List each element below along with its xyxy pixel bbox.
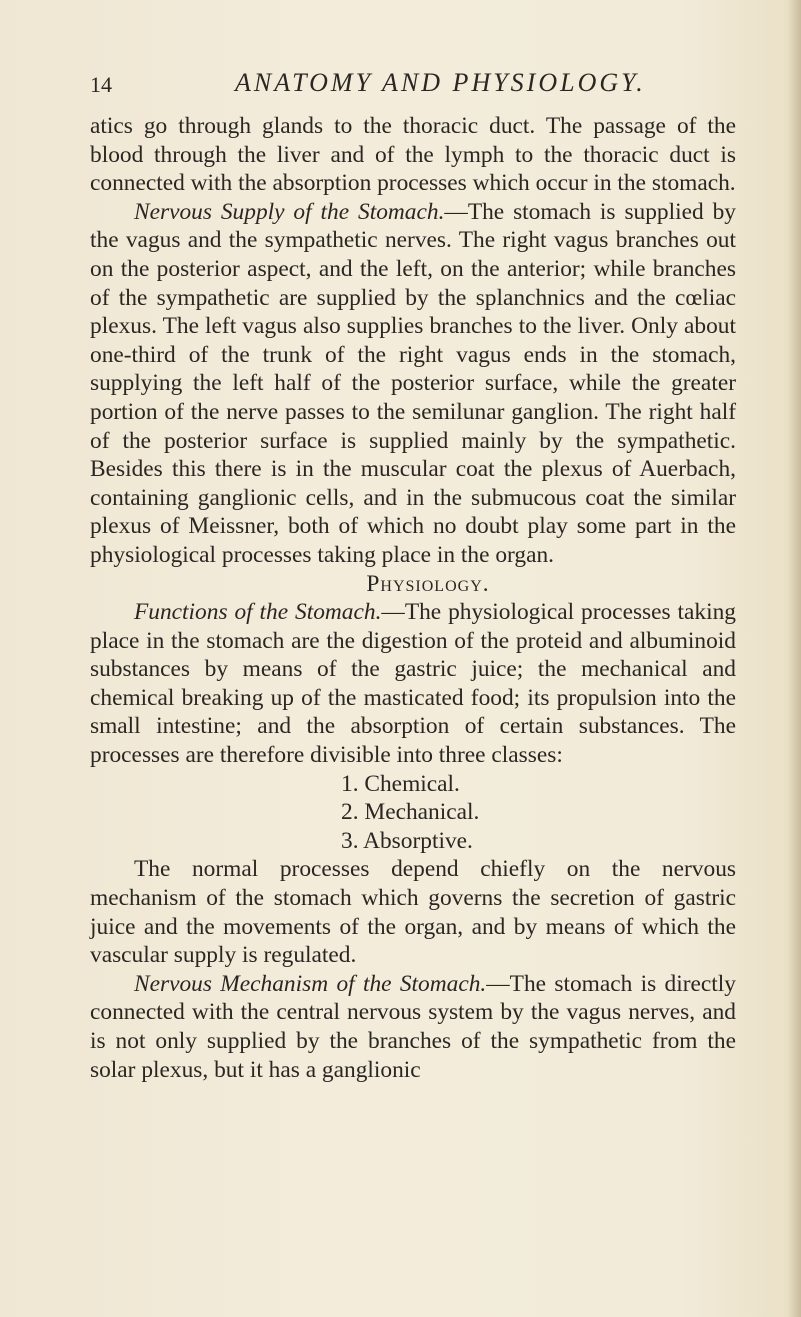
body-text (90, 112, 736, 1084)
running-head: ANATOMY AND PHYSIOLOGY. (235, 68, 646, 97)
page-header (90, 68, 730, 104)
paragraph-text-nervous-mechanism: —The stomach is directly connected with the central nervous system by the vagus nerves, and is not only supplied by the branches of the sympathetic from the solar plexus, but it has a ganglionic (90, 970, 736, 1083)
process-class-list (90, 770, 736, 856)
section-heading-physiology: Physiology. (366, 570, 490, 597)
list-item: 1. Chemical. (341, 770, 460, 797)
paragraph-functions (90, 598, 736, 770)
paragraph-normal-processes: The normal processes depend chiefly on the nervous mechanism of the stomach which governs the secretion of gastric juice and the movements of the organ, and by means of which the vascular supply is regulated. (90, 856, 736, 969)
paragraph-text-functions: —The physiological processes taking place in the stomach are the digestion of the proteid and albuminoid substances by means of the gastric juice; the mechanical and chemical breaking up of the masticated food; its propulsion into the small intestine; and the absorption of certain substances. The processes are therefore divisible into three classes: (90, 599, 737, 769)
paragraph-text-nervous-supply: —The stomach is supplied by the vagus and the sympathetic nerves. The right vagus branches out on the posterior aspect, and the left, on the anterior; while branches of the sympathetic are supplied by the splanchnics and the cœliac plexus. The left vagus also supplies branches to the liver. Only about one-third of the trunk of the right vagus ends in the stomach, supplying the left half of the posterior surface, while the greater portion of the nerve passes to the semilunar ganglion. The right half of the posterior surface is supplied mainly by the sympathetic. Besides this there is in the muscular coat the plexus of Auerbach, containing ganglionic cells, and in the submucous coat the similar plexus of Meissner, both of which no doubt play some part in the physiological processes taking place in the organ. (90, 198, 736, 568)
list-item: 3. Absorptive. (341, 827, 473, 854)
page-number: 14 (90, 72, 112, 97)
paragraph-heading-functions: Functions of the Stomach. (134, 599, 382, 626)
paragraph-heading-nervous-supply: Nervous Supply of the Stomach. (134, 198, 445, 225)
paragraph-continuation: atics go through glands to the thoracic duct. The passage of the blood through the liver and of the lymph to the thoracic duct is connected with the absorption processes which occur in the stomach. (90, 113, 736, 197)
paragraph-heading-nervous-mechanism: Nervous Mechanism of the Stomach. (134, 970, 487, 997)
list-item: 2. Mechanical. (341, 799, 480, 826)
page-edge-shadow (787, 0, 801, 1317)
paragraph-nervous-mechanism (90, 970, 736, 1084)
paragraph-nervous-supply (90, 198, 736, 570)
